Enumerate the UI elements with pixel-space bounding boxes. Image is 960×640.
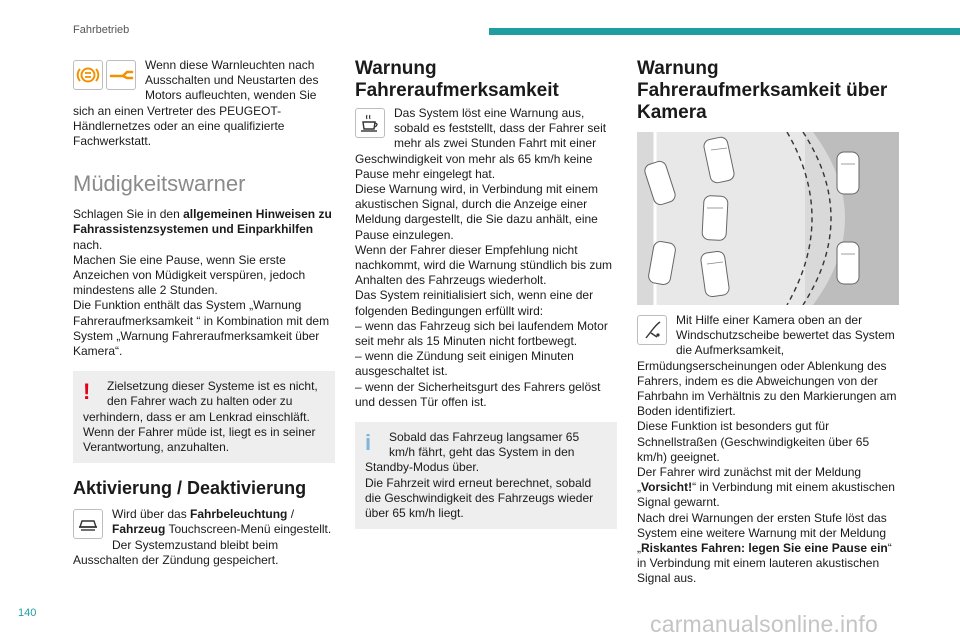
paragraph-pause: Machen Sie eine Pause, wenn Sie erste Anzeichen von Müdigkeit verspüren, jedoch mindestens alle 2 Stunden.	[73, 252, 306, 298]
paragraph-trigger: Das System löst eine Warnung aus, sobald es feststellt, dass der Fahrer seit mehr als zwei Stunden Fahrt mit einer Geschwindigkeit von mehr als 65 km/h keine Pause mehr eingelegt hat.	[355, 106, 607, 181]
paragraph-roads: Diese Funktion ist besonders gut für Schnellstraßen (Geschwindigkeiten über 65 km/h) geeignet.	[637, 419, 870, 464]
list-item: – wenn das Fahrzeug sich bei laufendem Motor seit mehr als 15 Minuten nicht fortbewegt.	[355, 318, 608, 349]
wrench-service-icon	[106, 60, 136, 90]
info-text-2: Die Fahrzeit wird erneut berechnet, sobald die Geschwindigkeit des Fahrzeugs wieder über 65 km/h liegt.	[365, 475, 594, 521]
warning-note	[73, 371, 335, 463]
header-accent-bar	[489, 28, 960, 35]
paragraph-function: Die Funktion enthält das System „Warnung Fahreraufmerksamkeit “ in Kombination mit dem System „Warnung Fahreraufmerksamkeit über Kamera“.	[73, 298, 330, 359]
icon-container	[355, 108, 388, 138]
list-item: – wenn der Sicherheitsgurt des Fahrers gelöst und dessen Tür offen ist.	[355, 379, 601, 409]
info-icon: i	[365, 430, 372, 456]
intro-text: Wenn diese Warnleuchten nach Ausschalten und Neustarten des Motors aufleuchten, wenden Sie sich an einen Vertreter des PEUGEOT-Händlernetzes oder an eine qualifizierte Fachwerkstatt.	[73, 58, 319, 149]
info-text: Sobald das Fahrzeug langsamer 65 km/h fährt, geht das System in den Standby-Modus über.	[365, 430, 580, 475]
paragraph-menu: Wird über das Fahrbeleuchtung / Fahrzeug Touchscreen-Menü eingestellt.	[112, 507, 332, 537]
paragraph-second-warning: Nach drei Warnungen der ersten Stufe löst das System eine weitere Warnung mit der Meldung „Riskantes Fahren: legen Sie eine Pause ein“ in Verbindung mit einem lauteren akustischen Signal aus.	[637, 510, 892, 586]
section-title: Warnung Fahreraufmerksamkeit über Kamera	[637, 58, 888, 123]
paragraph-reset: Das System reinitialisiert sich, wenn eine der folgenden Bedingungen erfüllt wird:	[355, 288, 594, 318]
info-note	[355, 422, 617, 529]
warning-lamps	[73, 60, 139, 90]
camera-alert-icon	[637, 315, 667, 345]
icon-container	[637, 315, 670, 345]
lane-departure-illustration	[637, 132, 899, 305]
car-settings-icon	[73, 509, 103, 539]
column-2	[355, 58, 617, 543]
paragraph-signal: Diese Warnung wird, in Verbindung mit einem akustischen Signal, durch die Anzeige einer Meldung dargestellt, die Sie dazu anhält, eine Pause einzulegen.	[355, 182, 599, 242]
exclamation-warning-icon: !	[83, 379, 91, 405]
paragraph-first-warning: Der Fahrer wird zunächst mit der Meldung „Vorsicht!“ in Verbindung mit einem akustischen Signal gewarnt.	[637, 465, 895, 510]
column-1	[73, 58, 335, 568]
watermark: carmanualsonline.info	[650, 611, 878, 637]
list-item: – wenn die Zündung seit einigen Minuten ausgeschaltet ist.	[355, 349, 574, 379]
section-title: Warnung Fahreraufmerksamkeit	[355, 58, 559, 101]
page-number: 140	[18, 607, 37, 619]
section-title: Müdigkeitswarner	[73, 171, 246, 197]
brake-warning-icon	[73, 60, 103, 90]
column-3	[637, 58, 899, 587]
paragraph-camera: Mit Hilfe einer Kamera oben an der Windschutzscheibe bewertet das System die Aufmerksamkeit, Ermüdungserscheinungen oder Ablenkung des Fahrers, indem es die Abweichungen von der Fahrbahn im Verhältnis zu den Markierungen am Boden identifiziert.	[637, 313, 897, 419]
paragraph-memory: Der Systemzustand bleibt beim Ausschalten der Zündung gespeichert.	[73, 537, 279, 567]
paragraph-repeat: Wenn der Fahrer dieser Empfehlung nicht nachkommt, wird die Warnung stündlich bis zum Anhalten des Fahrzeugs wiederholt.	[355, 242, 612, 288]
coffee-cup-icon	[355, 108, 385, 138]
subsection-title: Aktivierung / Deaktivierung	[73, 478, 307, 499]
warning-text: Zielsetzung dieser Systeme ist es nicht, den Fahrer wach zu halten oder zu verhindern, dass er am Lenkrad einschläft. Wenn der Fahrer müde ist, liegt es in seiner Verantwortung, anzuhalten.	[83, 379, 318, 455]
icon-container	[73, 509, 106, 539]
section-label: Fahrbetrieb	[73, 24, 130, 36]
paragraph-reference: Schlagen Sie in den allgemeinen Hinweisen zu Fahrassistenzsystemen und Einparkhilfen nach.	[73, 207, 332, 252]
